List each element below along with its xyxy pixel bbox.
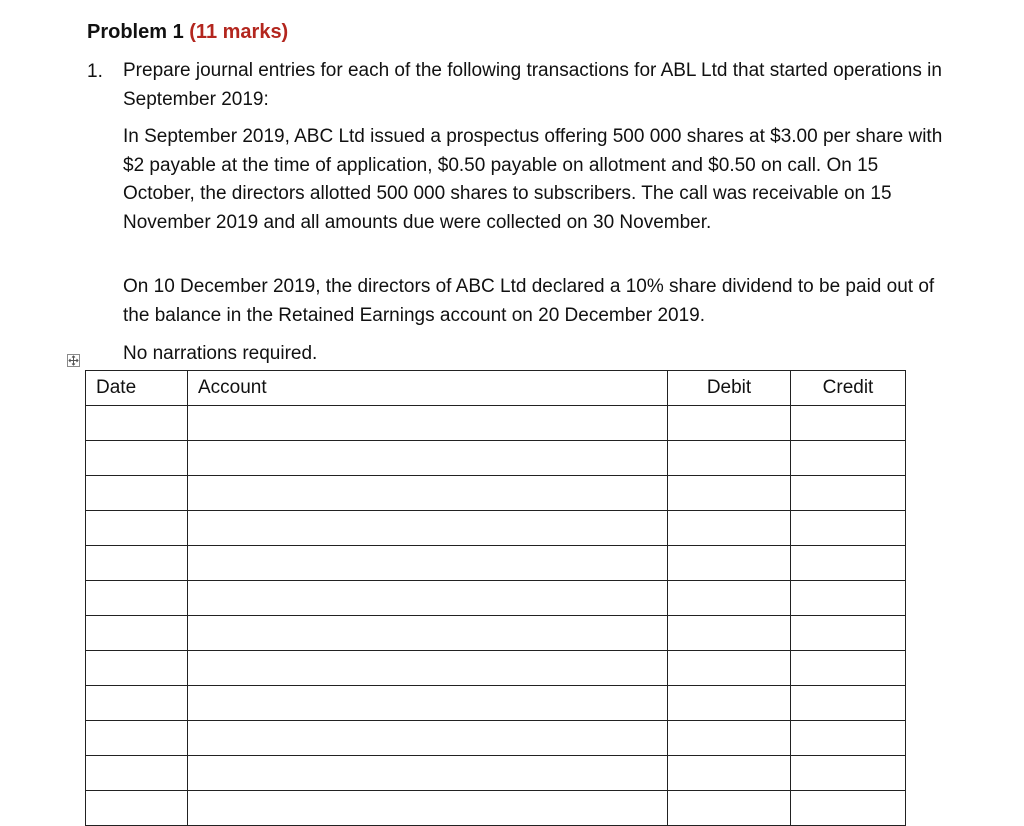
question-intro: Prepare journal entries for each of the following transactions for ABL Ltd that started operations in September 2019: [123,60,942,110]
debit-cell[interactable] [668,546,791,581]
debit-cell[interactable] [668,791,791,826]
date-cell[interactable] [86,441,188,476]
credit-cell[interactable] [791,476,906,511]
debit-cell[interactable] [668,651,791,686]
credit-cell[interactable] [791,756,906,791]
table-row [86,616,906,651]
table-row [86,546,906,581]
date-cell[interactable] [86,476,188,511]
credit-cell[interactable] [791,511,906,546]
debit-cell[interactable] [668,511,791,546]
debit-cell[interactable] [668,406,791,441]
date-cell[interactable] [86,686,188,721]
date-cell[interactable] [86,651,188,686]
credit-cell[interactable] [791,616,906,651]
table-row [86,511,906,546]
header-credit: Credit [791,371,906,406]
debit-cell[interactable] [668,756,791,791]
debit-cell[interactable] [668,476,791,511]
account-cell[interactable] [188,581,668,616]
table-row [86,686,906,721]
credit-cell[interactable] [791,791,906,826]
transaction-paragraph-2: On 10 December 2019, the directors of ABC Ltd declared a 10% share dividend to be paid out of the balance in the Retained Earnings account on 20 December 2019. [123,276,935,326]
date-cell[interactable] [86,511,188,546]
credit-cell[interactable] [791,721,906,756]
problem-marks: (11 marks) [189,21,289,43]
date-cell[interactable] [86,616,188,651]
account-cell[interactable] [188,791,668,826]
credit-cell[interactable] [791,441,906,476]
date-cell[interactable] [86,406,188,441]
account-cell[interactable] [188,476,668,511]
account-cell[interactable] [188,546,668,581]
account-cell[interactable] [188,686,668,721]
table-row [86,441,906,476]
table-row [86,581,906,616]
move-cross-icon [68,355,79,366]
credit-cell[interactable] [791,651,906,686]
header-account: Account [188,371,668,406]
problem-title-text: Problem 1 [87,21,184,43]
problem-title [87,18,288,46]
credit-cell[interactable] [791,581,906,616]
debit-cell[interactable] [668,441,791,476]
table-row [86,721,906,756]
debit-cell[interactable] [668,686,791,721]
debit-cell[interactable] [668,721,791,756]
table-row [86,756,906,791]
table-row [86,791,906,826]
credit-cell[interactable] [791,546,906,581]
account-cell[interactable] [188,721,668,756]
date-cell[interactable] [86,756,188,791]
account-cell[interactable] [188,511,668,546]
header-date: Date [86,371,188,406]
question-number: 1. [87,61,103,82]
account-cell[interactable] [188,616,668,651]
header-debit: Debit [668,371,791,406]
journal-table-body [86,406,906,826]
table-row [86,406,906,441]
instruction-note: No narrations required. [123,343,318,364]
debit-cell[interactable] [668,616,791,651]
transaction-paragraph-1: In September 2019, ABC Ltd issued a prospectus offering 500 000 shares at $3.00 per share with $2 payable at the time of application, $0.50 payable on allotment and $0.50 on call. On 15 October, the directors allotted 500 000 shares to subscribers. The call was receivable on 15 November 2019 and all amounts due were collected on 30 November. [123,126,943,233]
table-move-handle[interactable] [67,354,80,367]
table-header-row [86,371,906,406]
date-cell[interactable] [86,546,188,581]
journal-entry-table [85,370,906,826]
credit-cell[interactable] [791,406,906,441]
table-row [86,651,906,686]
account-cell[interactable] [188,651,668,686]
account-cell[interactable] [188,441,668,476]
date-cell[interactable] [86,581,188,616]
date-cell[interactable] [86,791,188,826]
debit-cell[interactable] [668,581,791,616]
table-row [86,476,906,511]
date-cell[interactable] [86,721,188,756]
account-cell[interactable] [188,756,668,791]
account-cell[interactable] [188,406,668,441]
credit-cell[interactable] [791,686,906,721]
